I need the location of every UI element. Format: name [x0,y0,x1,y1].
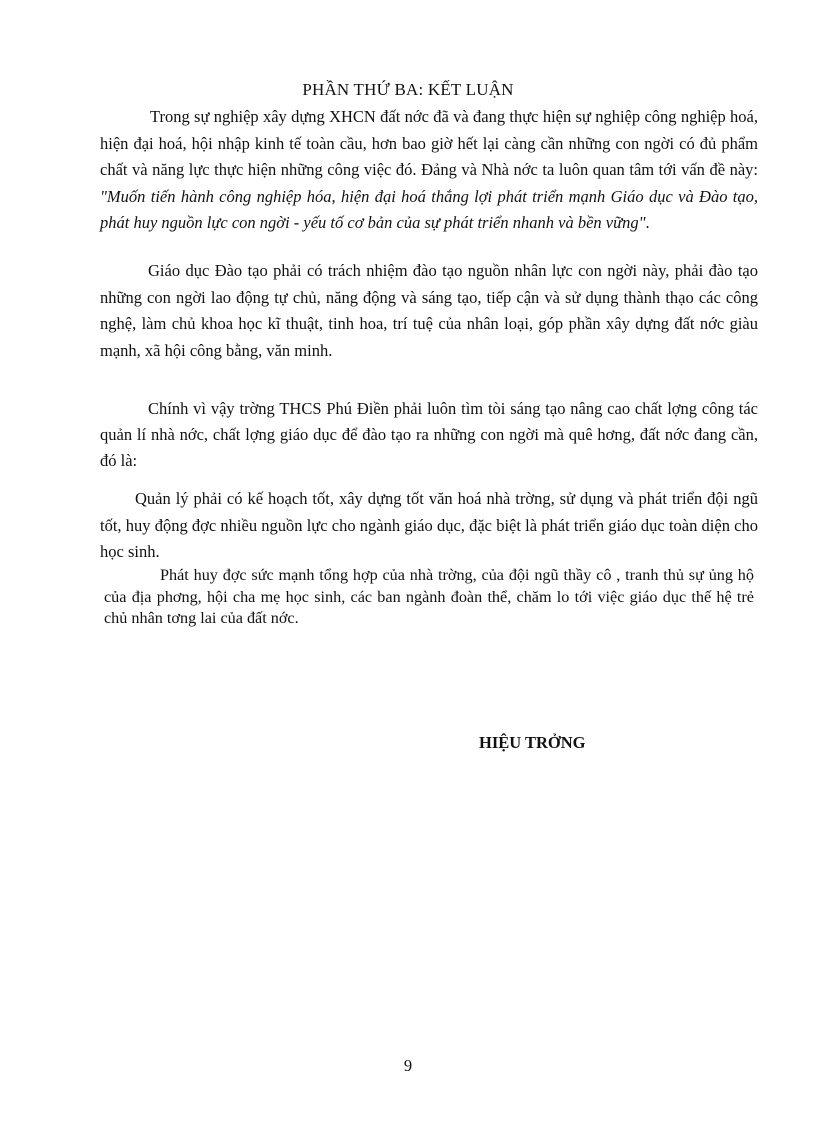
paragraph-intro [100,104,758,237]
paragraph-management: Quản lý phải có kế hoạch tốt, xây dựng tốt văn hoá nhà trờng, sử dụng và phát triển đội ngũ tốt, huy động đợc nhiều nguồn lực cho ngành giáo dục, đặc biệt là phát triển giáo dục toàn diện cho học sinh. [100,489,758,562]
paragraph-collective-strength: Phát huy đợc sức mạnh tổng hợp của nhà trờng, của đội ngũ thầy cô , tranh thủ sự ủng hộ của địa phơng, hội cha mẹ học sinh, các ban ngành đoàn thể, chăm lo tới việc giáo dục thế hệ trẻ chủ nhân tơng lai của đất nớc. [104,566,754,627]
paragraph-intro-text: Trong sự nghiệp xây dựng XHCN đất nớc đã và đang thực hiện sự nghiệp công nghiệp hoá, hiện đại hoá, hội nhập kinh tế toàn cầu, hơn bao giờ hết lại càng cần những con ngời có đủ phẩm chất và năng lực thực hiện những công việc đó. Đảng và Nhà nớc ta luôn quan tâm tới vấn đề này: [100,107,758,180]
paragraph-education-responsibility: Giáo dục Đào tạo phải có trách nhiệm đào tạo nguồn nhân lực con ngời này, phải đào tạo những con ngời lao động tự chủ, năng động và sáng tạo, tiếp cận và sử dụng thành thạo các công nghệ, làm chủ khoa học kĩ thuật, tinh hoa, trí tuệ của nhân loại, góp phần xây dựng đất nớc giàu mạnh, xã hội công bằng, văn minh. [100,261,758,360]
paragraph-intro-end: . [645,213,650,233]
paragraph-intro-quote: "Muốn tiến hành công nghiệp hóa, hiện đại hoá thắng lợi phát triển mạnh Giáo dục và Đào tạo, phát huy nguồn lực con ngời - yếu tố cơ bản của sự phát triển nhanh và bền vững" [100,186,758,233]
page-number: 9 [403,1056,413,1075]
section-heading: PHẦN THỨ BA: KẾT LUẬN [302,80,514,99]
signature-title: HIỆU TRỞNG [479,733,586,752]
paragraph-school-goal: Chính vì vậy trờng THCS Phú Điền phải luôn tìm tòi sáng tạo nâng cao chất lợng công tác quản lí nhà nớc, chất lợng giáo dục để đào tạo ra những con ngời mà quê hơng, đất nớc đang cần, đó là: [100,399,758,470]
